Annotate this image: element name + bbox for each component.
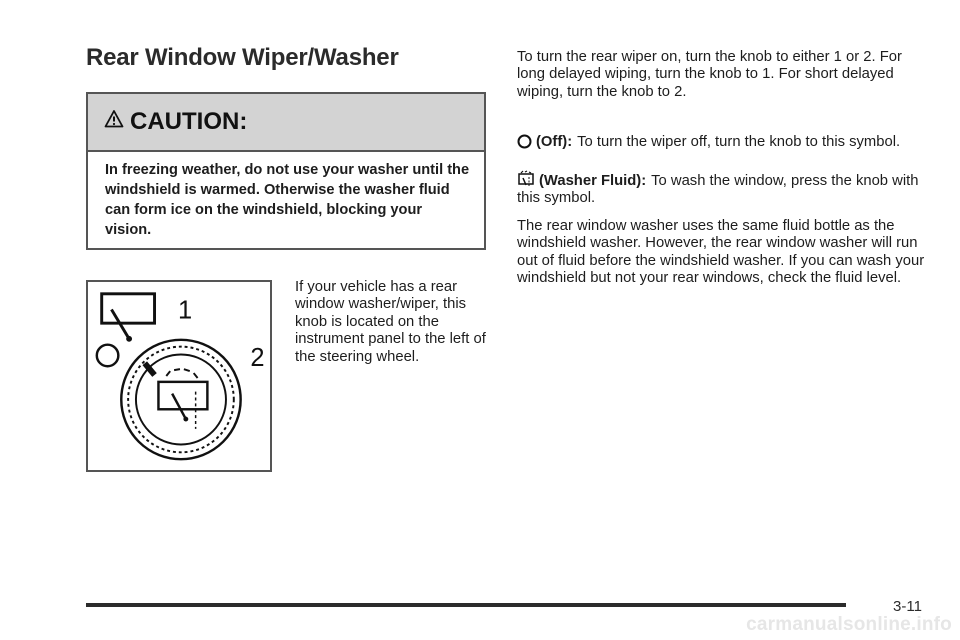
caution-label: CAUTION: xyxy=(130,108,248,135)
off-text: To turn the wiper off, turn the knob to this symbol. xyxy=(577,134,901,150)
wiper-symbol-frame xyxy=(102,294,155,323)
dial-bead-ring xyxy=(128,347,234,453)
off-term: (Off): xyxy=(536,134,573,150)
center-wiper-arm xyxy=(172,394,186,419)
rear-wiper-knob-illustration xyxy=(88,282,270,470)
position-label-2: 2 xyxy=(250,344,265,373)
washer-paragraph xyxy=(517,170,929,208)
washer-spray-icon xyxy=(166,369,197,378)
center-wiper-pivot xyxy=(183,417,188,422)
caution-text: In freezing weather, do not use your washer until the windshield is warmed. Otherwise the washer fluid can form ice on the windshield, blocking your vision. xyxy=(105,162,470,238)
intro-paragraph: To turn the rear wiper on, turn the knob to either 1 or 2. For long delayed wiping, turn the knob to 1. For short delayed wiping, turn the knob to 2. xyxy=(517,49,902,100)
wiper-symbol-pivot xyxy=(126,336,132,342)
dial-outer-ring xyxy=(121,340,240,459)
caution-box xyxy=(86,92,486,250)
washer-text: To wash the window, press the knob with this symbol. xyxy=(517,173,919,207)
position-label-1: 1 xyxy=(178,296,193,325)
washer-term: (Washer Fluid): xyxy=(539,173,647,189)
knob-figure xyxy=(86,280,272,472)
washer-fluid-icon xyxy=(517,170,535,188)
off-icon xyxy=(517,134,532,149)
page-title: Rear Window Wiper/Washer xyxy=(86,44,399,71)
closing-paragraph: The rear window washer uses the same fluid bottle as the windshield washer. However, the rear window washer will run out of fluid before the windshield washer. If you can wash your windshield but not your rear windows, check the fluid level. xyxy=(517,218,925,287)
side-paragraph: If your vehicle has a rear window washer/wiper, this knob is located on the instrument panel to the left of the steering wheel. xyxy=(295,279,486,365)
footer-rule xyxy=(86,603,846,607)
page-number: 3-11 xyxy=(893,598,922,615)
off-paragraph xyxy=(517,134,929,151)
watermark: carmanualsonline.info xyxy=(746,614,952,635)
off-symbol-icon xyxy=(97,345,119,367)
caution-icon xyxy=(104,109,124,131)
center-wiper-frame xyxy=(158,382,207,409)
caution-header xyxy=(88,94,484,152)
